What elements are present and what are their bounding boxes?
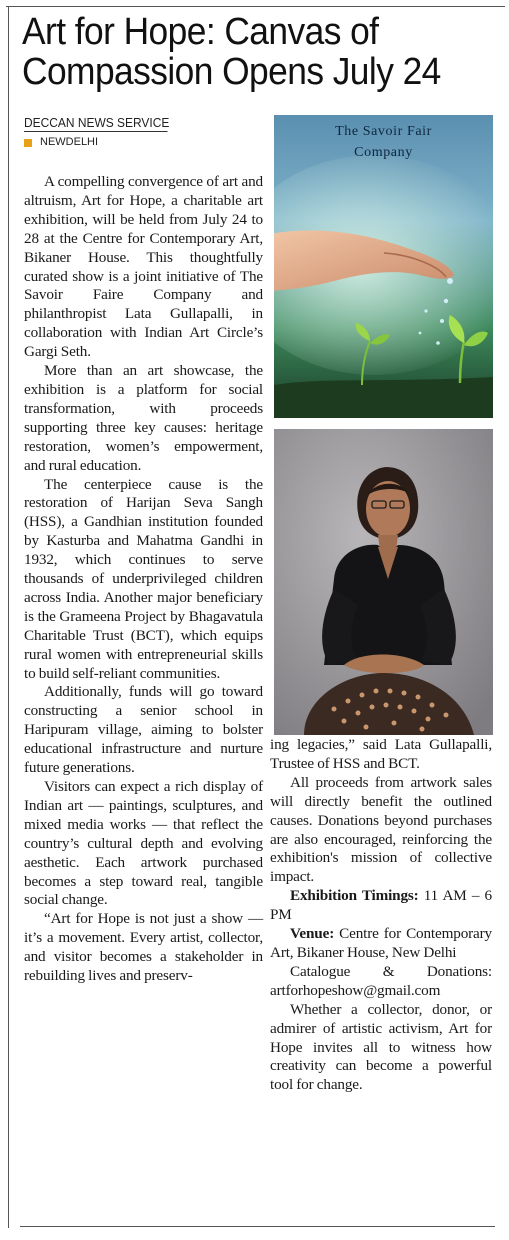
dateline-marker-icon: [24, 139, 32, 147]
headline: Art for Hope: Canvas of Compassion Opens July 24: [22, 11, 441, 93]
paragraph: A compelling convergence of art and altruism, Art for Hope, a charitable art exhibition, will be held from July 24 to 28 at the Centre for Contemporary Art, Bikaner House. This thoughtfully curated show is a joint initiative of The Savoir Faire Company and philanthropist Lata Gullapalli, in collaboration with Indian Art Circle’s Gargi Seth.: [24, 173, 263, 361]
catalogue-donations: Catalogue & Donations: artforhopeshow@gmail.com: [270, 962, 492, 999]
paragraph: Whether a collector, donor, or admirer of artistic activism, Art for Hope invites all to witness how creativity can become a powerful tool for change.: [270, 1000, 492, 1094]
paragraph: More than an art showcase, the exhibition is a platform for social transformation, with proceeds supporting three key causes: heritage restoration, women’s empowerment, and rural education.: [24, 362, 263, 474]
dateline: [24, 136, 98, 149]
left-column-rule: [8, 6, 9, 1228]
paragraph: The centerpiece cause is the restoration of Harijan Seva Sangh (HSS), a Gandhian institution founded by Kasturba and Mahatma Gandhi in 1932, which continues to serve thousands of underprivileged children across India. Another major beneficiary is the Grameena Project by Bhagavatula Charitable Trust (BCT), which equips rural women with entrepreneurial skills to build self-reliant communities.: [24, 475, 263, 682]
top-rule: [6, 6, 505, 7]
byline: DECCAN NEWS SERVICE: [24, 115, 170, 130]
venue: [270, 925, 492, 963]
exhibition-timings: [270, 887, 492, 925]
paragraph: All proceeds from artwork sales will directly benefit the outlined causes. Donations beyond purchases are also encouraged, reinforcing the exhibition's mission of collective impact.: [270, 773, 492, 886]
woman-portrait-illustration: [274, 429, 493, 735]
company-logo: [274, 121, 493, 163]
article-column-left: [24, 173, 263, 986]
company-logo-line: Company: [354, 145, 413, 160]
timings-label: Exhibition Timings:: [290, 887, 419, 905]
paragraph: Additionally, funds will go toward constructing a senior school in Haripuram village, aiming to bolster educational infrastructure and nurture future generations.: [24, 683, 263, 777]
timings-value: 11 AM – 6 PM: [270, 887, 492, 924]
venue-label: Venue:: [290, 925, 335, 943]
paragraph-continuation: ing legacies,” said Lata Gullapalli, Trustee of HSS and BCT.: [270, 736, 492, 772]
company-logo-line: The Savoir Fair: [335, 124, 432, 139]
paragraph: “Art for Hope is not just a show — it’s a movement. Every artist, collector, and visitor becomes a stakeholder in rebuilding lives and preserv-: [24, 910, 263, 985]
venue-value: Centre for Contemporary Art, Bikaner House, New Delhi: [270, 925, 492, 961]
portrait-photo: [274, 429, 493, 735]
dateline-text: NEWDELHI: [40, 136, 99, 148]
savoir-faire-promo-image: [274, 115, 493, 418]
bottom-rule: [20, 1226, 495, 1227]
article-column-right: [270, 736, 492, 1095]
paragraph: Visitors can expect a rich display of Indian art — paintings, sculptures, and mixed media works — that reflect the country’s cultural depth and evolving aesthetic. Each artwork purchased becomes a step toward real, tangible social change.: [24, 778, 263, 909]
